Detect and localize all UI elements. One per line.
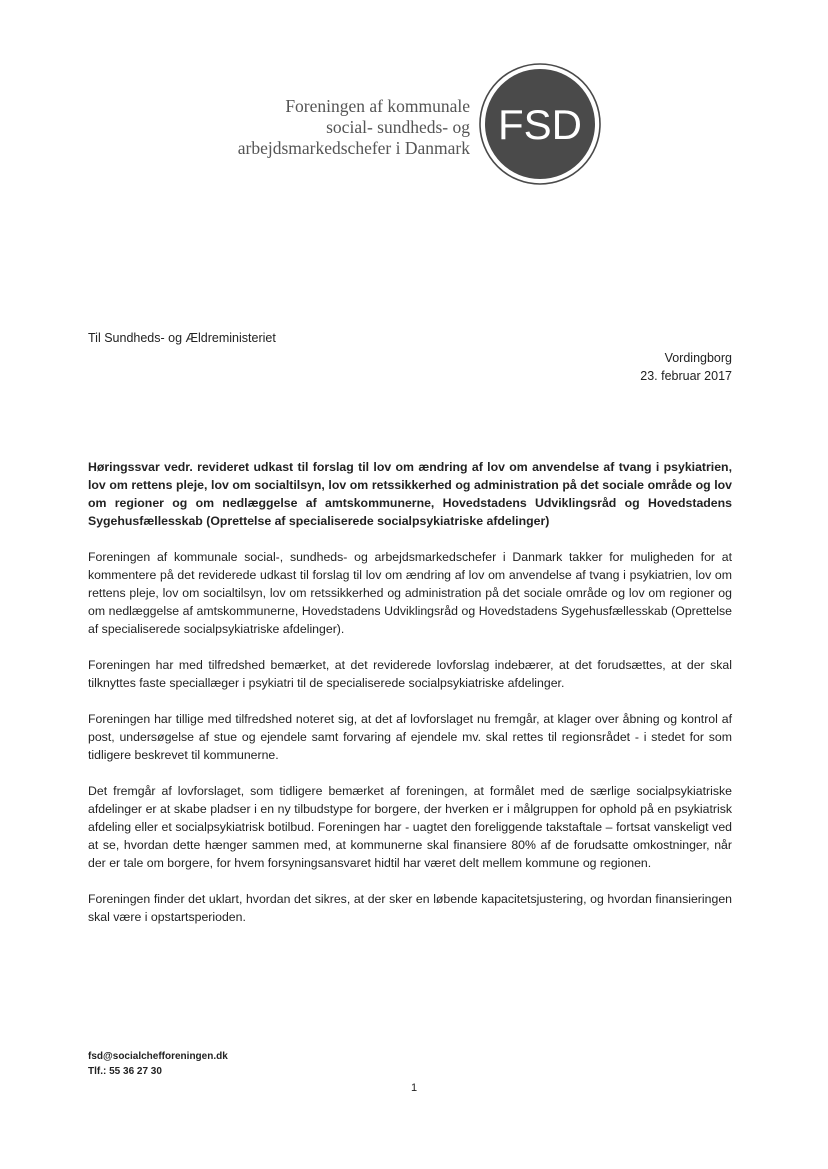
place-date-block [640,349,732,385]
body-paragraph-4: Det fremgår af lovforslaget, som tidligere bemærket af foreningen, at formålet med de særlige socialpsykiatriske afdelinger er at skabe pladser i en ny tilbudstype for borgere, der hverken er i målgruppen for ophold på en psykiatrisk afdeling eller et socialpsykiatrisk botilbud. Foreningen har - uagtet den foreliggende takstaftale – fortsat vanskeligt ved at se, hvordan dette hænger sammen med, at kommunerne skal finansiere 80% af de forudsatte omkostninger, når der er tale om borgere, for hvem forsyningsansvaret hidtil har været delt mellem kommune og regionen. [88,784,732,870]
place: Vordingborg [664,351,732,365]
logo-text: FSD [498,101,582,148]
fsd-logo [478,62,602,186]
subject-heading: Høringssvar vedr. revideret udkast til forslag til lov om ændring af lov om anvendelse af tvang i psykiatrien, lov om rettens pleje, lov om socialtilsyn, lov om retssikkerhed og administration på det sociale område og lov om regioner og om nedlæggelse af amtskommunerne, Hovedstadens Udviklingsråd og Hovedstadens Sygehusfællesskab (Oprettelse af specialiserede socialpsykiatriske afdelinger) [88,460,732,528]
date: 23. februar 2017 [640,369,732,383]
body-paragraph-3: Foreningen har tillige med tilfredshed noteret sig, at det af lovforslaget nu fremgår, at klager over åbning og kontrol af post, undersøgelse af stue og ejendele samt forvaring af ejendele mv. skal rettes til regionsrådet - i stedet for som tidligere beskrevet til kommunerne. [88,712,732,762]
body-paragraph-1: Foreningen af kommunale social-, sundheds- og arbejdsmarkedschefer i Danmark takker for muligheden for at kommentere på det reviderede udkast til forslag til lov om ændring af lov om anvendelse af tvang i psykiatrien, lov om rettens pleje, lov om socialtilsyn, lov om retssikkerhed og administration på det sociale område og lov om regioner og om nedlæggelse af amtskommunerne, Hovedstadens Udviklingsråd og Hovedstadens Sygehusfællesskab (Oprettelse af specialiserede socialpsykiatriske afdelinger). [88,550,732,636]
footer-phone: Tlf.: 55 36 27 30 [88,1066,162,1077]
letter-body [88,458,732,944]
organization-name [238,96,470,159]
body-paragraph-5: Foreningen finder det uklart, hvordan det sikres, at der sker en løbende kapacitetsjustering, og hvordan finansieringen skal være i opstartsperioden. [88,892,732,924]
footer-email: fsd@socialchefforeningen.dk [88,1051,228,1062]
body-paragraph-2: Foreningen har med tilfredshed bemærket, at det reviderede lovforslag indebærer, at det forudsættes, at der skal tilknyttes faste speciallæger i psykiatri til de specialiserede socialpsykiatriske afdelinger. [88,658,732,690]
org-name-line-3: arbejdsmarkedschefer i Danmark [237,138,470,158]
recipient: Til Sundheds- og Ældreministeriet [88,331,276,345]
org-name-line-1: Foreningen af kommunale [285,96,470,116]
footer-contact [88,1049,228,1079]
org-name-line-2: social- sundheds- og [326,117,470,137]
page-number: 1 [410,1082,418,1094]
